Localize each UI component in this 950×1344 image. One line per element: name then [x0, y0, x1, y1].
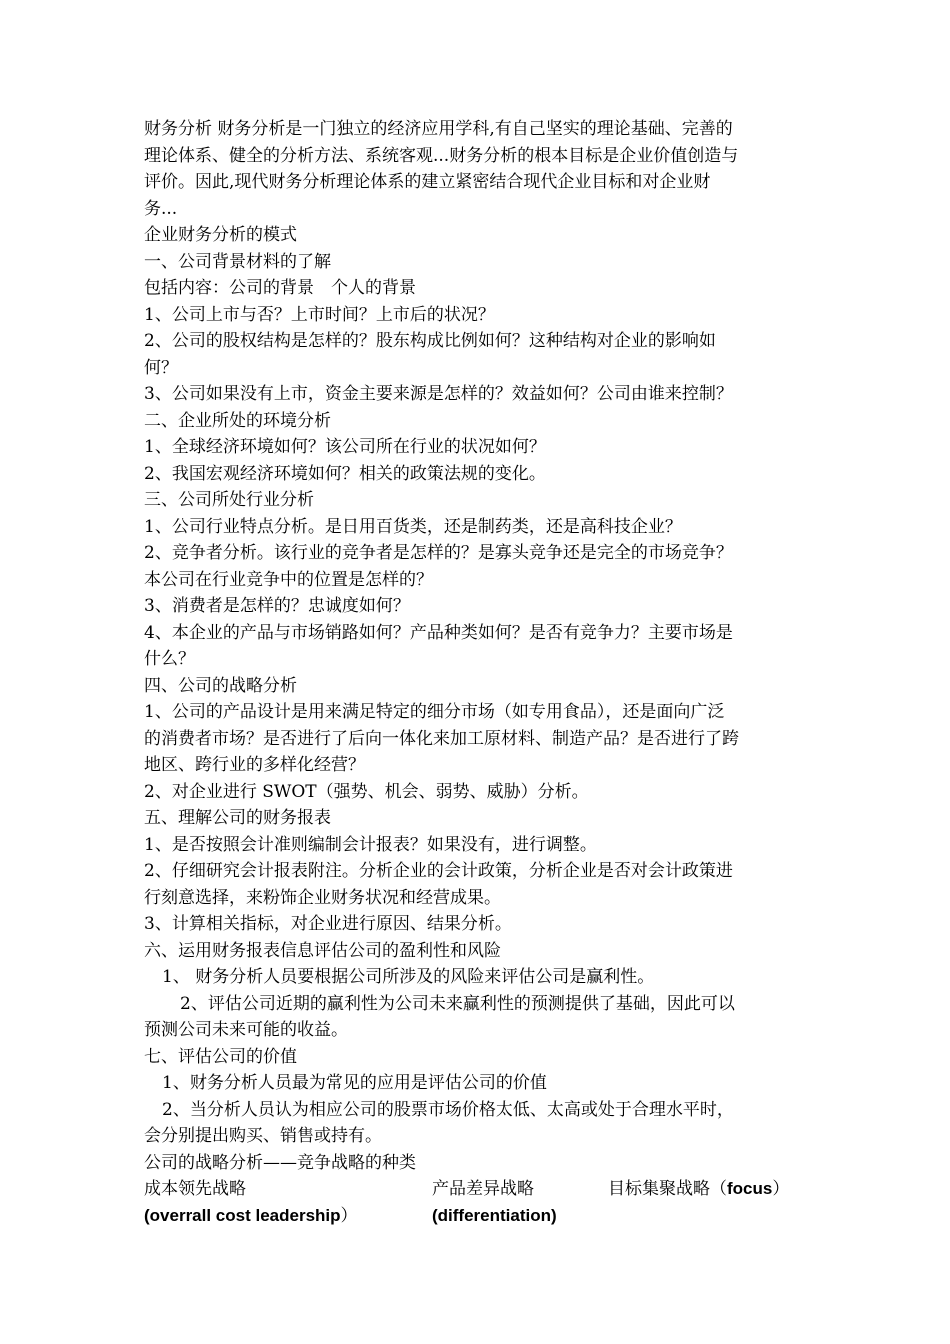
intro-line: 评价。因此,现代财务分析理论体系的建立紧密结合现代企业目标和对企业财 — [144, 172, 711, 192]
section-heading: 六、运用财务报表信息评估公司的盈利性和风险 — [144, 940, 501, 961]
intro-line: 务... — [144, 198, 178, 219]
strategy-differentiation: 产品差异战略 — [432, 1179, 534, 1199]
section-line: 何？ — [144, 357, 178, 378]
section-heading: 三、公司所处行业分析 — [144, 490, 314, 510]
section-line: 包括内容：公司的背景 个人的背景 — [144, 278, 416, 298]
section-line: 行刻意选择，来粉饰企业财务状况和经营成果。 — [144, 887, 501, 908]
strategy-cost-leadership: 成本领先战略 — [144, 1179, 246, 1199]
section-line: 2、竞争者分析。该行业的竞争者是怎样的？是寡头竞争还是完全的市场竞争？ — [144, 543, 733, 563]
intro-line: 财务分析 财务分析是一门独立的经济应用学科,有自己坚实的理论基础、完善的 — [144, 119, 733, 139]
section-line: 1、全球经济环境如何？该公司所在行业的状况如何？ — [144, 437, 546, 457]
section-line: 2、对企业进行 SWOT（强势、机会、弱势、威胁）分析。 — [144, 781, 589, 802]
section-line: 本公司在行业竞争中的位置是怎样的？ — [144, 569, 433, 590]
section-heading: 七、评估公司的价值 — [144, 1046, 297, 1067]
section-line: 1、公司的产品设计是用来满足特定的细分市场（如专用食品），还是面向广泛 — [144, 702, 725, 722]
strategy-differentiation-en: (differentiation) — [432, 1205, 557, 1225]
section-line: 3、计算相关指标，对企业进行原因、结果分析。 — [144, 914, 512, 934]
section-line: 1、 财务分析人员要根据公司所涉及的风险来评估公司是赢利性。 — [162, 967, 655, 987]
section-line: 1、是否按照会计准则编制会计报表？如果没有，进行调整。 — [144, 834, 597, 855]
strategy-focus-close: ） — [772, 1179, 790, 1199]
section-line: 1、公司上市与否？上市时间？上市后的状况？ — [144, 304, 495, 325]
strategy-heading: 公司的战略分析——竞争战略的种类 — [144, 1152, 416, 1173]
section-heading: 二、企业所处的环境分析 — [144, 410, 331, 431]
section-line: 2、当分析人员认为相应公司的股票市场价格太低、太高或处于合理水平时， — [162, 1099, 734, 1120]
document-body — [144, 116, 812, 1229]
strategy-cost-leadership-en — [144, 1203, 432, 1230]
section-line: 3、公司如果没有上市，资金主要来源是怎样的？效益如何？公司由谁来控制？ — [144, 384, 733, 404]
section-line: 2、评估公司近期的赢利性为公司未来赢利性的预测提供了基础，因此可以 — [180, 993, 735, 1014]
section-line: 4、本企业的产品与市场销路如何？产品种类如何？是否有竞争力？主要市场是 — [144, 622, 733, 643]
intro-line: 理论体系、健全的分析方法、系统客观...财务分析的根本目标是企业价值创造与 — [144, 145, 739, 166]
section-line: 什么？ — [144, 649, 195, 669]
strategy-focus-cn: 目标集聚战略（ — [608, 1179, 727, 1199]
section-line: 1、公司行业特点分析。是日用百货类，还是制药类，还是高科技企业？ — [144, 516, 682, 537]
strategy-cost-en-close: ） — [340, 1205, 358, 1226]
section-line: 地区、跨行业的多样化经营？ — [144, 755, 365, 775]
section-line: 的消费者市场？是否进行了后向一体化来加工原材料、制造产品？是否进行了跨 — [144, 728, 739, 749]
strategy-focus — [608, 1176, 812, 1203]
section-line: 2、我国宏观经济环境如何？相关的政策法规的变化。 — [144, 463, 546, 484]
strategy-row-en — [144, 1203, 812, 1230]
strategy-cost-en-text: (overrall cost leadership — [144, 1205, 341, 1225]
section-line: 预测公司未来可能的收益。 — [144, 1020, 348, 1040]
section-line: 1、财务分析人员最为常见的应用是评估公司的价值 — [162, 1073, 547, 1093]
strategy-row-cn — [144, 1176, 812, 1203]
strategy-empty — [608, 1203, 812, 1230]
section-heading: 一、公司背景材料的了解 — [144, 251, 331, 272]
document-title: 企业财务分析的模式 — [144, 225, 297, 245]
strategy-focus-en: focus — [727, 1179, 773, 1198]
section-heading: 五、理解公司的财务报表 — [144, 808, 331, 828]
section-line: 会分别提出购买、销售或持有。 — [144, 1126, 382, 1146]
section-heading: 四、公司的战略分析 — [144, 675, 297, 696]
section-line: 3、消费者是怎样的？忠诚度如何？ — [144, 596, 410, 616]
section-line: 2、公司的股权结构是怎样的？股东构成比例如何？这种结构对企业的影响如 — [144, 331, 716, 351]
section-line: 2、仔细研究会计报表附注。分析企业的会计政策，分析企业是否对会计政策进 — [144, 861, 733, 881]
